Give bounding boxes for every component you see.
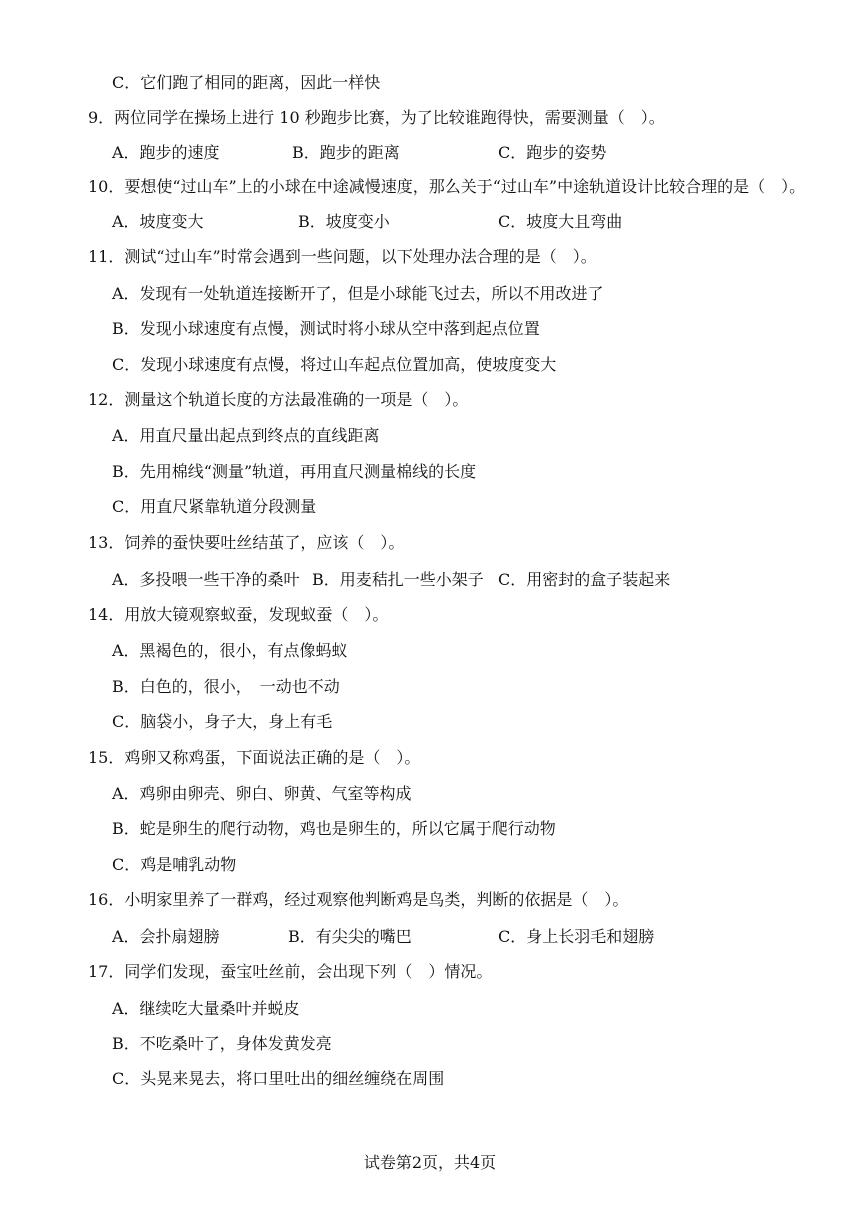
question-13: 13．饲养的蚕快要吐丝结茧了，应该（ ）。 (88, 533, 405, 552)
question-11: 11．测试“过山车”时常会遇到一些问题，以下处理办法合理的是（ ）。 (88, 247, 597, 266)
question-17: 17．同学们发现，蚕宝吐丝前，会出现下列（ ）情况。 (88, 962, 493, 981)
question-12: 12．测量这个轨道长度的方法最准确的一项是（ ）。 (88, 390, 469, 409)
q13-option-c: C．用密封的盒子装起来 (498, 570, 671, 589)
q9-option-a: A．跑步的速度 (112, 143, 220, 162)
q14-option-b: B．白色的，很小， 一动也不动 (112, 677, 340, 696)
q12-option-a: A．用直尺量出起点到终点的直线距离 (112, 426, 380, 445)
q16-option-c: C．身上长羽毛和翅膀 (498, 927, 655, 946)
q12-option-c: C．用直尺紧靠轨道分段测量 (112, 497, 317, 516)
question-9: 9．两位同学在操场上进行 10 秒跑步比赛，为了比较谁跑得快，需要测量（ ）。 (88, 108, 665, 127)
question-16: 16．小明家里养了一群鸡，经过观察他判断鸡是鸟类，判断的依据是（ ）。 (88, 890, 629, 909)
q15-option-a: A．鸡卵由卵壳、卵白、卵黄、气室等构成 (112, 784, 412, 803)
q17-option-b: B．不吃桑叶了，身体发黄发亮 (112, 1034, 332, 1053)
q11-option-c: C．发现小球速度有点慢，将过山车起点位置加高，使坡度变大 (112, 355, 557, 374)
question-10: 10．要想使“过山车”上的小球在中途减慢速度，那么关于“过山车”中途轨道设计比较合理的是（ ）。 (88, 177, 806, 196)
question-14: 14．用放大镜观察蚁蚕，发现蚁蚕（ ）。 (88, 605, 389, 624)
q11-option-b: B．发现小球速度有点慢，测试时将小球从空中落到起点位置 (112, 319, 540, 338)
q11-option-a: A．发现有一处轨道连接断开了，但是小球能飞过去，所以不用改进了 (112, 284, 604, 303)
q13-option-a: A．多投喂一些干净的桑叶 (112, 570, 300, 589)
question-15: 15．鸡卵又称鸡蛋，下面说法正确的是（ ）。 (88, 748, 421, 767)
q10-option-b: B．坡度变小 (298, 212, 390, 231)
q17-option-c: C．头晃来晃去，将口里吐出的细丝缠绕在周围 (112, 1069, 445, 1088)
q9-option-c: C．跑步的姿势 (498, 143, 607, 162)
q14-option-a: A．黑褐色的，很小，有点像蚂蚁 (112, 641, 348, 660)
q17-option-a: A．继续吃大量桑叶并蜕皮 (112, 999, 300, 1018)
q9-option-b: B．跑步的距离 (292, 143, 400, 162)
page-footer: 试卷第2页，共4页 (363, 1153, 497, 1172)
q10-option-c: C．坡度大且弯曲 (498, 212, 623, 231)
q14-option-c: C．脑袋小，身子大，身上有毛 (112, 712, 333, 731)
q13-option-b: B．用麦秸扎一些小架子 (312, 570, 484, 589)
q10-option-a: A．坡度变大 (112, 212, 204, 231)
q15-option-c: C．鸡是哺乳动物 (112, 855, 237, 874)
q12-option-b: B．先用棉线“测量”轨道，再用直尺测量棉线的长度 (112, 462, 477, 481)
q8-option-c: C．它们跑了相同的距离，因此一样快 (112, 73, 381, 92)
q16-option-a: A．会扑扇翅膀 (112, 927, 220, 946)
q16-option-b: B．有尖尖的嘴巴 (288, 927, 412, 946)
q15-option-b: B．蛇是卵生的爬行动物，鸡也是卵生的，所以它属于爬行动物 (112, 819, 556, 838)
